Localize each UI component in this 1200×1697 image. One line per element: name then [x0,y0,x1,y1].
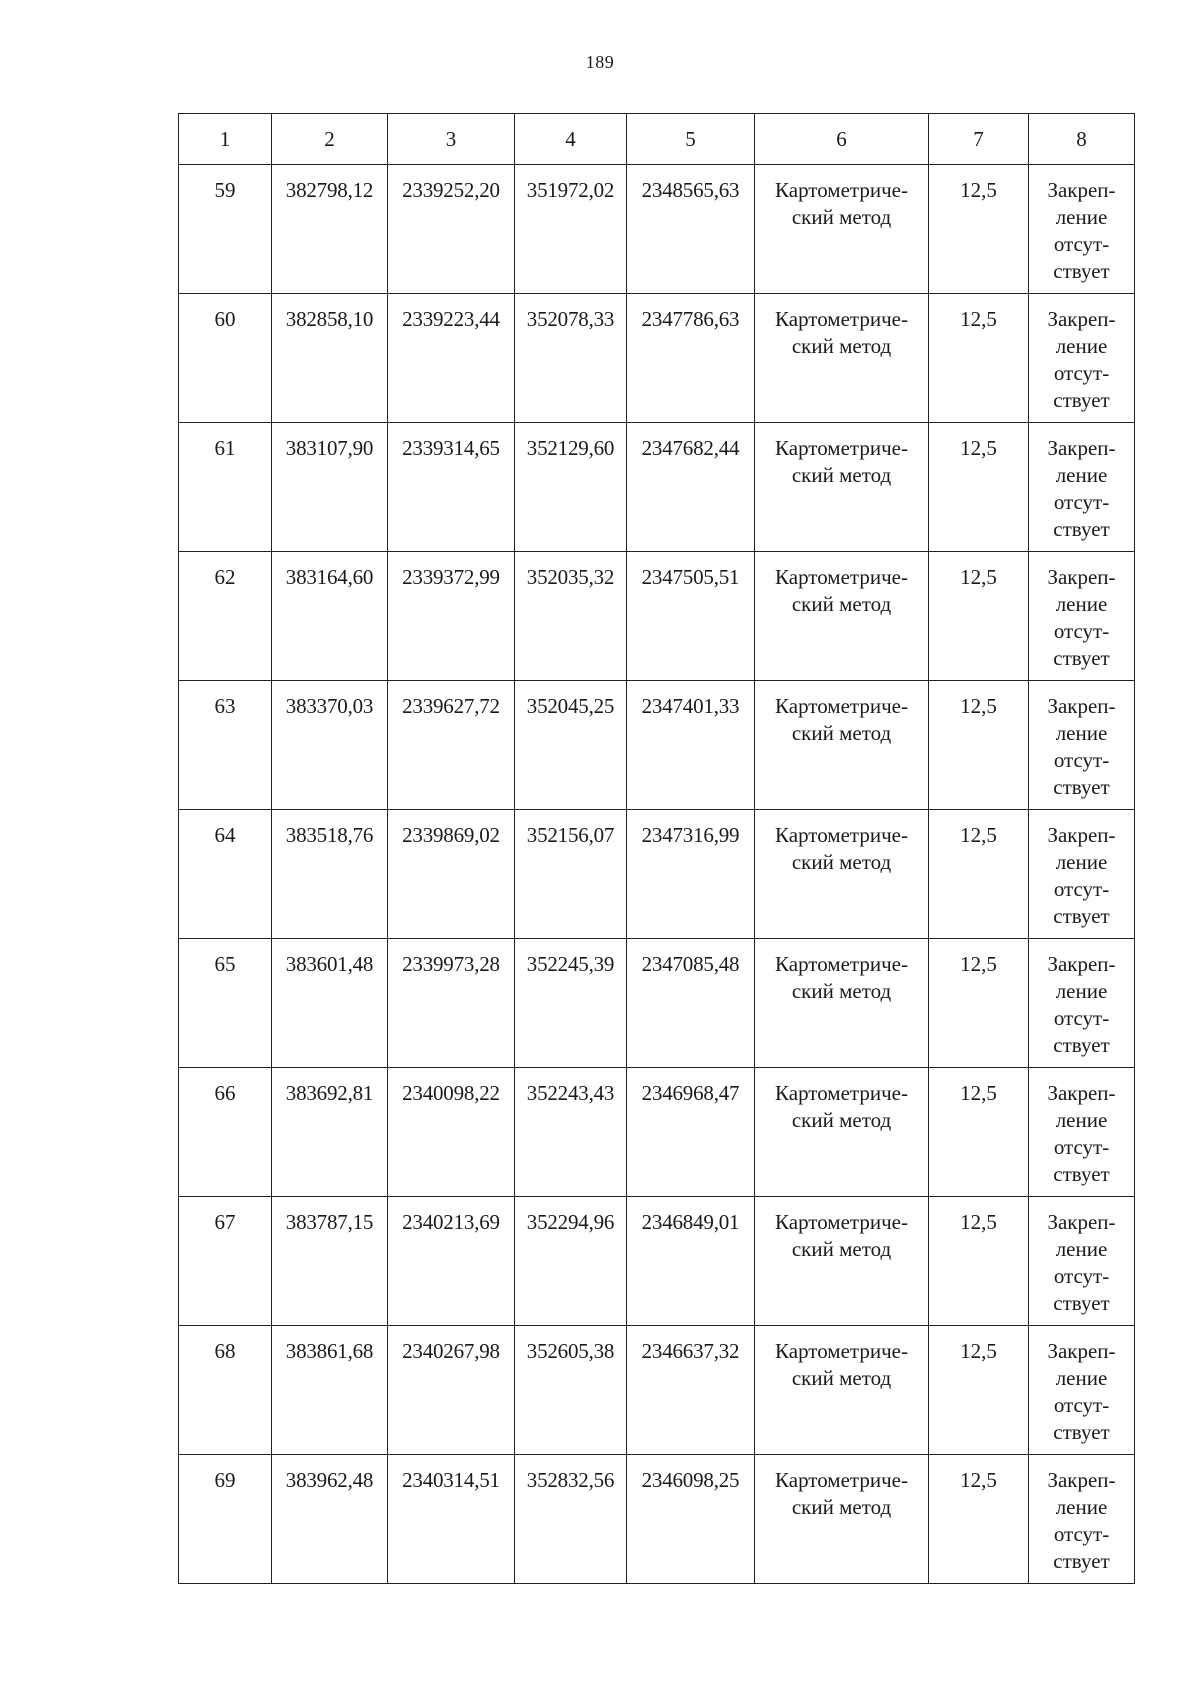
cell-text: 12,5 [960,1210,997,1234]
coord-y2-cell [627,810,755,939]
cell-text: 65 [214,952,236,976]
coord-x2-cell [515,1326,627,1455]
coord-y-cell [388,810,515,939]
cell-text: 382858,10 [285,307,374,331]
coord-x-cell [272,1197,388,1326]
column-header: 2 [272,114,388,165]
coord-x-cell [272,939,388,1068]
method-cell [755,423,929,552]
cell-text: 352832,56 [526,1468,615,1492]
table-row [179,423,1135,552]
cell-text: 352245,39 [526,952,615,976]
cell-text: 60 [214,307,236,331]
point-number-cell [179,681,272,810]
coord-x2-cell [515,1068,627,1197]
cell-text: 2347786,63 [641,307,740,331]
coord-x2-cell [515,810,627,939]
coord-y-cell [388,1455,515,1584]
column-header: 3 [388,114,515,165]
fixation-cell [1029,939,1135,1068]
method-cell [755,294,929,423]
column-header: 4 [515,114,627,165]
accuracy-cell [929,1455,1029,1584]
cell-text: 2340314,51 [402,1468,500,1492]
accuracy-cell [929,423,1029,552]
coord-y2-cell [627,1197,755,1326]
coord-y-cell [388,423,515,552]
column-header: 5 [627,114,755,165]
table-row [179,1455,1135,1584]
point-number-cell [179,939,272,1068]
coord-x-cell [272,165,388,294]
method-cell [755,1197,929,1326]
table-row [179,939,1135,1068]
cell-text: 383164,60 [285,565,374,589]
method-cell [755,939,929,1068]
table-row [179,681,1135,810]
fixation-cell [1029,165,1135,294]
accuracy-cell [929,294,1029,423]
cell-text: Картометриче- ский метод [775,436,908,487]
coord-x-cell [272,1455,388,1584]
cell-text: Картометриче- ский метод [775,178,908,229]
coord-y2-cell [627,939,755,1068]
cell-text: Закреп- ление отсут- ствует [1047,436,1116,541]
cell-text: 2346098,25 [641,1468,740,1492]
method-cell [755,681,929,810]
table-row [179,294,1135,423]
cell-text: Картометриче- ский метод [775,565,908,616]
cell-text: 69 [214,1468,236,1492]
cell-text: Картометриче- ский метод [775,952,908,1003]
fixation-cell [1029,423,1135,552]
cell-text: 2347505,51 [641,565,740,589]
method-cell [755,810,929,939]
cell-text: 383787,15 [285,1210,374,1234]
cell-text: 12,5 [960,952,997,976]
column-header: 1 [179,114,272,165]
fixation-cell [1029,810,1135,939]
cell-text: 383370,03 [285,694,374,718]
point-number-cell [179,1197,272,1326]
table-header-row [179,114,1135,165]
fixation-cell [1029,294,1135,423]
coord-x2-cell [515,939,627,1068]
coord-x-cell [272,810,388,939]
cell-text: 352045,25 [526,694,615,718]
cell-text: Закреп- ление отсут- ствует [1047,178,1116,283]
cell-text: 67 [214,1210,236,1234]
cell-text: 352129,60 [526,436,615,460]
coord-y-cell [388,294,515,423]
accuracy-cell [929,681,1029,810]
method-cell [755,165,929,294]
coord-x-cell [272,552,388,681]
cell-text: 62 [214,565,236,589]
cell-text: 351972,02 [526,178,615,202]
coord-x2-cell [515,681,627,810]
cell-text: 2346849,01 [641,1210,740,1234]
cell-text: Картометриче- ский метод [775,823,908,874]
table-body [179,165,1135,1584]
table-row [179,1197,1135,1326]
cell-text: 352035,32 [526,565,615,589]
table-row [179,552,1135,681]
cell-text: 12,5 [960,565,997,589]
table-row [179,810,1135,939]
cell-text: Закреп- ление отсут- ствует [1047,823,1116,928]
table-row [179,1068,1135,1197]
table-row [179,1326,1135,1455]
cell-text: 352294,96 [526,1210,615,1234]
cell-text: 12,5 [960,307,997,331]
cell-text: 2347316,99 [641,823,740,847]
cell-text: 352078,33 [526,307,615,331]
point-number-cell [179,294,272,423]
fixation-cell [1029,1197,1135,1326]
cell-text: 383962,48 [285,1468,374,1492]
cell-text: 352156,07 [526,823,615,847]
coord-y-cell [388,552,515,681]
coord-y2-cell [627,1455,755,1584]
table-row [179,165,1135,294]
accuracy-cell [929,810,1029,939]
coord-x2-cell [515,1455,627,1584]
cell-text: 2348565,63 [641,178,740,202]
fixation-cell [1029,681,1135,810]
coord-x-cell [272,1326,388,1455]
accuracy-cell [929,1326,1029,1455]
method-cell [755,1455,929,1584]
accuracy-cell [929,165,1029,294]
cell-text: 2339372,99 [402,565,500,589]
cell-text: 383518,76 [285,823,374,847]
cell-text: 2346637,32 [641,1339,740,1363]
cell-text: 2346968,47 [641,1081,740,1105]
coord-y2-cell [627,165,755,294]
coord-y2-cell [627,1326,755,1455]
cell-text: 352605,38 [526,1339,615,1363]
coord-y2-cell [627,294,755,423]
cell-text: 12,5 [960,1468,997,1492]
fixation-cell [1029,552,1135,681]
coord-y-cell [388,1326,515,1455]
coord-x2-cell [515,165,627,294]
coordinates-table [178,113,1135,1584]
coord-x2-cell [515,1197,627,1326]
cell-text: 2340213,69 [402,1210,500,1234]
point-number-cell [179,165,272,294]
method-cell [755,1326,929,1455]
accuracy-cell [929,1197,1029,1326]
cell-text: 12,5 [960,1081,997,1105]
point-number-cell [179,552,272,681]
coord-y2-cell [627,1068,755,1197]
cell-text: 383861,68 [285,1339,374,1363]
point-number-cell [179,1068,272,1197]
cell-text: Закреп- ление отсут- ствует [1047,1468,1116,1573]
coord-x-cell [272,681,388,810]
cell-text: Картометриче- ский метод [775,1339,908,1390]
cell-text: 12,5 [960,178,997,202]
coord-y-cell [388,165,515,294]
cell-text: Закреп- ление отсут- ствует [1047,952,1116,1057]
cell-text: 2340098,22 [402,1081,500,1105]
fixation-cell [1029,1068,1135,1197]
cell-text: 12,5 [960,823,997,847]
cell-text: 2339314,65 [402,436,500,460]
fixation-cell [1029,1455,1135,1584]
cell-text: 64 [214,823,236,847]
cell-text: 12,5 [960,694,997,718]
cell-text: Картометриче- ский метод [775,1468,908,1519]
method-cell [755,552,929,681]
coord-y-cell [388,939,515,1068]
cell-text: Закреп- ление отсут- ствует [1047,1339,1116,1444]
cell-text: 383692,81 [285,1081,374,1105]
cell-text: Картометриче- ский метод [775,1081,908,1132]
method-cell [755,1068,929,1197]
cell-text: 2347401,33 [641,694,740,718]
coord-x2-cell [515,423,627,552]
page-number: 189 [585,52,615,72]
point-number-cell [179,810,272,939]
coord-y2-cell [627,681,755,810]
cell-text: 2339627,72 [402,694,500,718]
cell-text: 2339869,02 [402,823,500,847]
cell-text: Закреп- ление отсут- ствует [1047,1081,1116,1186]
column-header: 8 [1029,114,1135,165]
cell-text: 2339973,28 [402,952,500,976]
cell-text: 383601,48 [285,952,374,976]
cell-text: 12,5 [960,436,997,460]
accuracy-cell [929,1068,1029,1197]
coord-y-cell [388,681,515,810]
coord-y-cell [388,1068,515,1197]
point-number-cell [179,1455,272,1584]
cell-text: 61 [214,436,236,460]
cell-text: 59 [214,178,236,202]
cell-text: 68 [214,1339,236,1363]
point-number-cell [179,1326,272,1455]
column-header: 7 [929,114,1029,165]
coord-y2-cell [627,552,755,681]
coord-y-cell [388,1197,515,1326]
cell-text: 2339223,44 [402,307,500,331]
cell-text: 2347085,48 [641,952,740,976]
coord-x-cell [272,1068,388,1197]
point-number-cell [179,423,272,552]
cell-text: 66 [214,1081,236,1105]
cell-text: Закреп- ление отсут- ствует [1047,565,1116,670]
cell-text: 63 [214,694,236,718]
column-header: 6 [755,114,929,165]
cell-text: 382798,12 [285,178,374,202]
cell-text: 383107,90 [285,436,374,460]
cell-text: 2347682,44 [641,436,740,460]
accuracy-cell [929,939,1029,1068]
coord-x2-cell [515,552,627,681]
accuracy-cell [929,552,1029,681]
cell-text: 12,5 [960,1339,997,1363]
cell-text: 352243,43 [526,1081,615,1105]
cell-text: 2340267,98 [402,1339,500,1363]
coord-y2-cell [627,423,755,552]
cell-text: Картометриче- ский метод [775,1210,908,1261]
cell-text: Закреп- ление отсут- ствует [1047,694,1116,799]
cell-text: Закреп- ление отсут- ствует [1047,307,1116,412]
coord-x-cell [272,423,388,552]
cell-text: 2339252,20 [402,178,500,202]
coord-x-cell [272,294,388,423]
cell-text: Закреп- ление отсут- ствует [1047,1210,1116,1315]
cell-text: Картометриче- ский метод [775,307,908,358]
fixation-cell [1029,1326,1135,1455]
coord-x2-cell [515,294,627,423]
cell-text: Картометриче- ский метод [775,694,908,745]
